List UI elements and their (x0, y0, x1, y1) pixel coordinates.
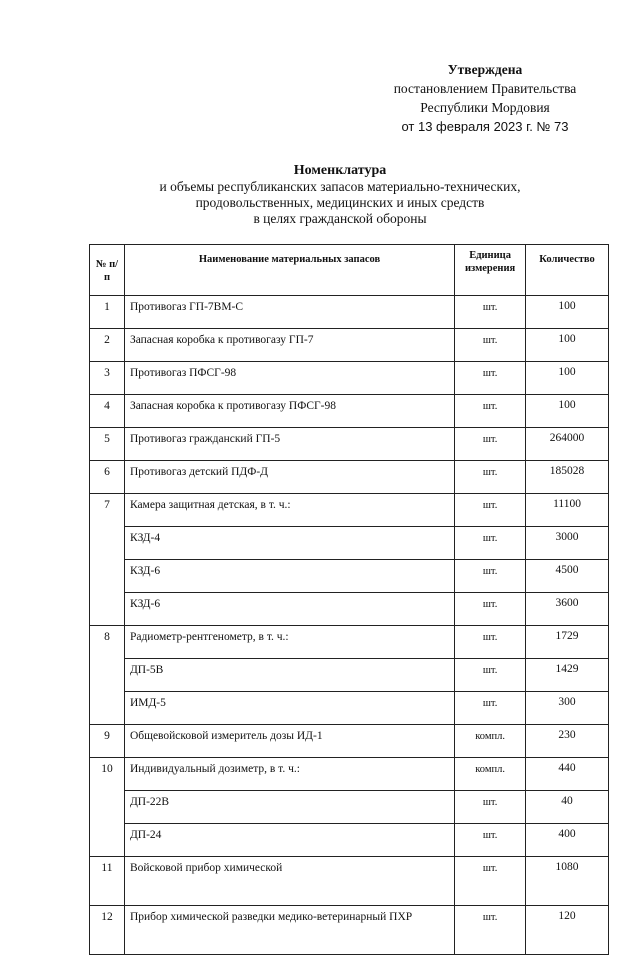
table-row (90, 461, 609, 494)
table-row (90, 725, 609, 758)
title-line-1: и объемы республиканских запасов материально-технических, (159, 179, 521, 194)
row-num: 12 (90, 906, 125, 955)
row-qty: 230 (526, 725, 609, 758)
table-row (90, 659, 609, 692)
approval-date-line: от 13 февраля 2023 г. № 73 (401, 119, 569, 134)
approval-line-2: Республики Мордовия (420, 100, 550, 115)
row-unit: шт. (455, 494, 526, 527)
table-row (90, 692, 609, 725)
row-unit: шт. (455, 692, 526, 725)
row-name: ДП-24 (124, 824, 454, 857)
approval-line-1: постановлением Правительства (393, 81, 577, 96)
row-num (90, 560, 125, 593)
row-qty: 1429 (526, 659, 609, 692)
row-name: Радиометр-рентгенометр, в т. ч.: (124, 626, 454, 659)
row-unit: шт. (455, 593, 526, 626)
table-row (90, 560, 609, 593)
row-num (90, 527, 125, 560)
row-num: 11 (90, 857, 125, 906)
row-unit: шт. (455, 428, 526, 461)
row-num (90, 824, 125, 857)
row-qty: 11100 (526, 494, 609, 527)
header-name: Наименование материальных запасов (124, 245, 454, 296)
row-name: Общевойсковой измеритель дозы ИД-1 (124, 725, 454, 758)
row-num (90, 593, 125, 626)
row-qty: 4500 (526, 560, 609, 593)
row-qty: 100 (526, 395, 609, 428)
approval-heading: Утверждена (447, 62, 523, 77)
row-num: 4 (90, 395, 125, 428)
row-num (90, 692, 125, 725)
row-unit: шт. (455, 461, 526, 494)
row-name: ДП-22В (124, 791, 454, 824)
table-row (90, 626, 609, 659)
table-row (90, 296, 609, 329)
table-row (90, 824, 609, 857)
row-name: Прибор химической разведки медико-ветеринарный ПХР (124, 906, 454, 955)
row-unit: шт. (455, 527, 526, 560)
row-unit: шт. (455, 857, 526, 906)
row-qty: 3600 (526, 593, 609, 626)
row-qty: 3000 (526, 527, 609, 560)
row-unit: шт. (455, 560, 526, 593)
document-title (80, 163, 600, 227)
row-unit: компл. (455, 758, 526, 791)
title-line-3: в целях гражданской обороны (253, 211, 427, 226)
row-name: ИМД-5 (124, 692, 454, 725)
table-row (90, 527, 609, 560)
row-name: ДП-5В (124, 659, 454, 692)
row-unit: шт. (455, 659, 526, 692)
table-row (90, 428, 609, 461)
row-num (90, 659, 125, 692)
title-line-2: продовольственных, медицинских и иных средств (195, 195, 485, 210)
row-name: Противогаз ГП-7ВМ-С (124, 296, 454, 329)
table-row (90, 362, 609, 395)
header-num: № п/п (90, 245, 125, 296)
row-qty: 100 (526, 296, 609, 329)
table-row (90, 395, 609, 428)
row-name: Противогаз ПФСГ-98 (124, 362, 454, 395)
table-row (90, 791, 609, 824)
approval-block (360, 60, 610, 136)
row-unit: шт. (455, 906, 526, 955)
row-name: КЗД-6 (124, 560, 454, 593)
row-unit: компл. (455, 725, 526, 758)
row-name: Индивидуальный дозиметр, в т. ч.: (124, 758, 454, 791)
row-qty: 100 (526, 362, 609, 395)
row-qty: 264000 (526, 428, 609, 461)
row-qty: 185028 (526, 461, 609, 494)
row-name: Противогаз гражданский ГП-5 (124, 428, 454, 461)
table-row (90, 857, 609, 906)
row-unit: шт. (455, 296, 526, 329)
row-num: 7 (90, 494, 125, 527)
title-main: Номенклатура (293, 163, 387, 178)
row-num (90, 791, 125, 824)
header-unit: Единица измерения (455, 245, 526, 296)
table-row (90, 494, 609, 527)
row-num: 6 (90, 461, 125, 494)
row-num: 2 (90, 329, 125, 362)
row-name: Противогаз детский ПДФ-Д (124, 461, 454, 494)
row-qty: 1080 (526, 857, 609, 906)
table-row (90, 906, 609, 955)
row-name: КЗД-6 (124, 593, 454, 626)
row-unit: шт. (455, 362, 526, 395)
row-unit: шт. (455, 329, 526, 362)
table-row (90, 593, 609, 626)
row-qty: 400 (526, 824, 609, 857)
supplies-table (89, 244, 609, 955)
row-qty: 40 (526, 791, 609, 824)
table-header-row (90, 245, 609, 296)
row-unit: шт. (455, 824, 526, 857)
row-name: КЗД-4 (124, 527, 454, 560)
row-unit: шт. (455, 395, 526, 428)
row-unit: шт. (455, 791, 526, 824)
row-name: Запасная коробка к противогазу ПФСГ-98 (124, 395, 454, 428)
row-num: 10 (90, 758, 125, 791)
row-name: Камера защитная детская, в т. ч.: (124, 494, 454, 527)
row-qty: 1729 (526, 626, 609, 659)
row-name: Запасная коробка к противогазу ГП-7 (124, 329, 454, 362)
row-qty: 440 (526, 758, 609, 791)
row-num: 5 (90, 428, 125, 461)
table-row (90, 758, 609, 791)
table-row (90, 329, 609, 362)
row-num: 3 (90, 362, 125, 395)
row-unit: шт. (455, 626, 526, 659)
row-qty: 300 (526, 692, 609, 725)
row-name: Войсковой прибор химической (124, 857, 454, 906)
row-qty: 100 (526, 329, 609, 362)
header-qty: Количество (526, 245, 609, 296)
row-num: 9 (90, 725, 125, 758)
row-num: 1 (90, 296, 125, 329)
row-num: 8 (90, 626, 125, 659)
row-qty: 120 (526, 906, 609, 955)
